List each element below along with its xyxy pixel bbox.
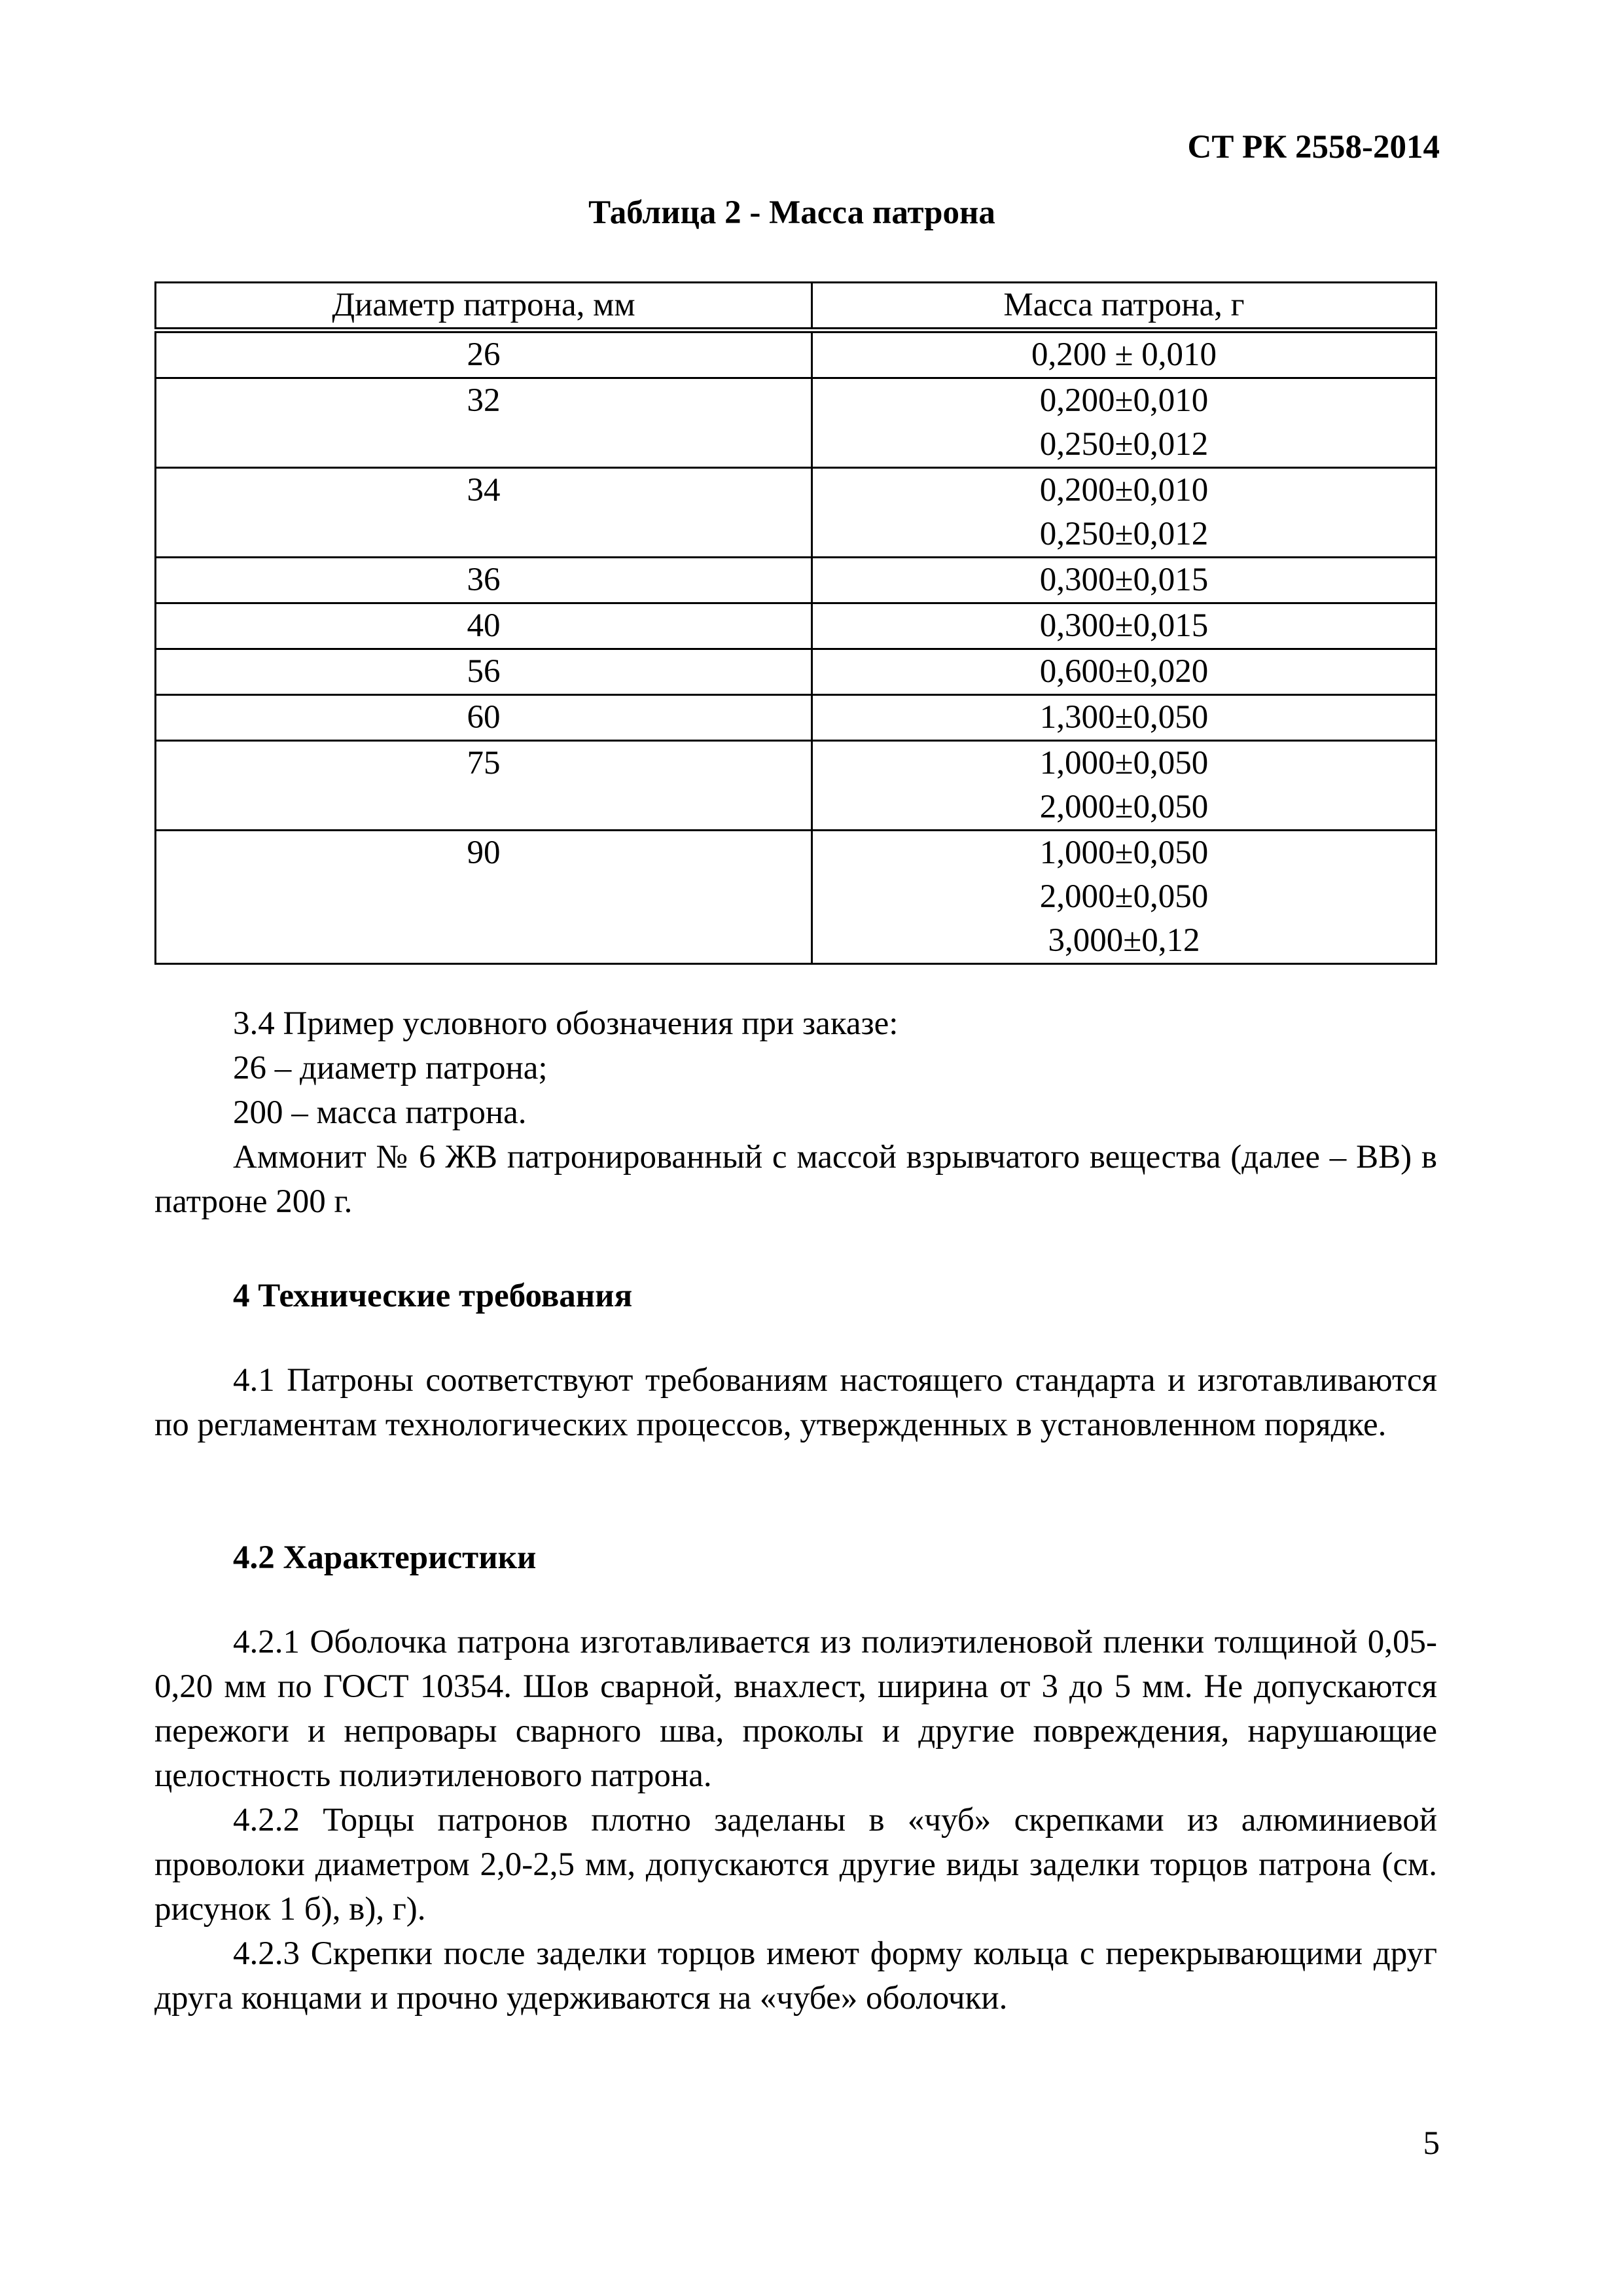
- cell-diameter: [156, 649, 812, 695]
- table-row: [156, 831, 1436, 964]
- paragraph-4-2-2: 4.2.2 Торцы патронов плотно заделаны в «чуб» скрепками из алюминиевой проволоки диаметром 2,0-2,5 мм, допускаются другие виды заделки торцов патрона (см. рисунок 1 б), в), г).: [154, 1802, 1437, 1928]
- cell-mass: [812, 558, 1436, 603]
- mass-value: 1,300±0,050: [1039, 699, 1209, 736]
- table-row: [156, 468, 1436, 558]
- mass-value: 0,600±0,020: [1039, 653, 1209, 690]
- paragraph-4-2-3: 4.2.3 Скрепки после заделки торцов имеют форму кольца с перекрывающими друг друга концами и прочно удерживаются на «чубе» оболочки.: [154, 1935, 1437, 2017]
- diameter-value: 75: [467, 745, 501, 781]
- cell-diameter: [156, 831, 812, 964]
- mass-value: 0,300±0,015: [1039, 607, 1209, 644]
- mass-table: [154, 281, 1437, 965]
- mass-value: 0,200±0,010: [1039, 382, 1209, 419]
- cell-diameter: [156, 468, 812, 558]
- table-row: [156, 695, 1436, 741]
- section-4-2: [154, 1620, 1437, 2020]
- cell-mass: [812, 649, 1436, 695]
- cell-mass: [812, 741, 1436, 831]
- mass-value: 0,200 ± 0,010: [1031, 336, 1217, 373]
- diameter-value: 56: [467, 653, 501, 690]
- section-3-4: [154, 1001, 1437, 1224]
- paragraph-3-4-intro: 3.4 Пример условного обозначения при заказе:: [233, 1005, 899, 1042]
- cell-diameter: [156, 741, 812, 831]
- paragraph-3-4-diameter: 26 – диаметр патрона;: [233, 1050, 548, 1086]
- table-row: [156, 741, 1436, 831]
- paragraph-4-1: 4.1 Патроны соответствуют требованиям настоящего стандарта и изготавливаются по регламентам технологических процессов, утвержденных в установленном порядке.: [154, 1362, 1437, 1443]
- mass-value: 1,000±0,050: [1039, 745, 1209, 781]
- cell-mass: [812, 695, 1436, 741]
- table-header-row: [156, 283, 1436, 331]
- mass-value: 1,000±0,050: [1039, 834, 1209, 871]
- cell-mass: [812, 378, 1436, 468]
- mass-value: 0,250±0,012: [1039, 516, 1209, 552]
- table-row: [156, 378, 1436, 468]
- mass-value: 2,000±0,050: [1039, 789, 1209, 825]
- table-caption: Таблица 2 - Масса патрона: [588, 194, 995, 231]
- document-code: СТ РК 2558-2014: [1187, 129, 1440, 166]
- table-row: [156, 558, 1436, 603]
- cell-diameter: [156, 378, 812, 468]
- mass-value: 2,000±0,050: [1039, 878, 1209, 915]
- section-4-2-heading: 4.2 Характеристики: [233, 1539, 537, 1576]
- section-4-heading: 4 Технические требования: [233, 1278, 633, 1314]
- diameter-value: 90: [467, 834, 501, 871]
- table-row: [156, 603, 1436, 649]
- cell-diameter: [156, 695, 812, 741]
- diameter-value: 60: [467, 699, 501, 736]
- page-number: 5: [1423, 2125, 1440, 2162]
- diameter-value: 34: [467, 472, 501, 509]
- diameter-value: 26: [467, 336, 501, 373]
- diameter-value: 40: [467, 607, 501, 644]
- cell-diameter: [156, 331, 812, 378]
- cell-diameter: [156, 603, 812, 649]
- section-4-1: [154, 1358, 1437, 1447]
- diameter-value: 32: [467, 382, 501, 419]
- mass-value: 0,300±0,015: [1039, 562, 1209, 598]
- cell-mass: [812, 831, 1436, 964]
- header-mass: Масса патрона, г: [812, 283, 1436, 331]
- cell-mass: [812, 331, 1436, 378]
- mass-value: 3,000±0,12: [1048, 922, 1200, 959]
- cell-mass: [812, 468, 1436, 558]
- cell-diameter: [156, 558, 812, 603]
- mass-value: 0,200±0,010: [1039, 472, 1209, 509]
- header-diameter: Диаметр патрона, мм: [156, 283, 812, 331]
- mass-value: 0,250±0,012: [1039, 426, 1209, 463]
- table-row: [156, 331, 1436, 378]
- table-row: [156, 649, 1436, 695]
- diameter-value: 36: [467, 562, 501, 598]
- paragraph-3-4-mass: 200 – масса патрона.: [233, 1094, 527, 1131]
- paragraph-3-4-example: Аммонит № 6 ЖВ патронированный с массой взрывчатого вещества (далее – ВВ) в патроне 200 г.: [154, 1139, 1437, 1220]
- paragraph-4-2-1: 4.2.1 Оболочка патрона изготавливается из полиэтиленовой пленки толщиной 0,05-0,20 мм по ГОСТ 10354. Шов сварной, внахлест, ширина от 3 до 5 мм. Не допускаются пережоги и непровары сварного шва, проколы и другие повреждения, нарушающие целостность полиэтиленового патрона.: [154, 1624, 1437, 1794]
- cell-mass: [812, 603, 1436, 649]
